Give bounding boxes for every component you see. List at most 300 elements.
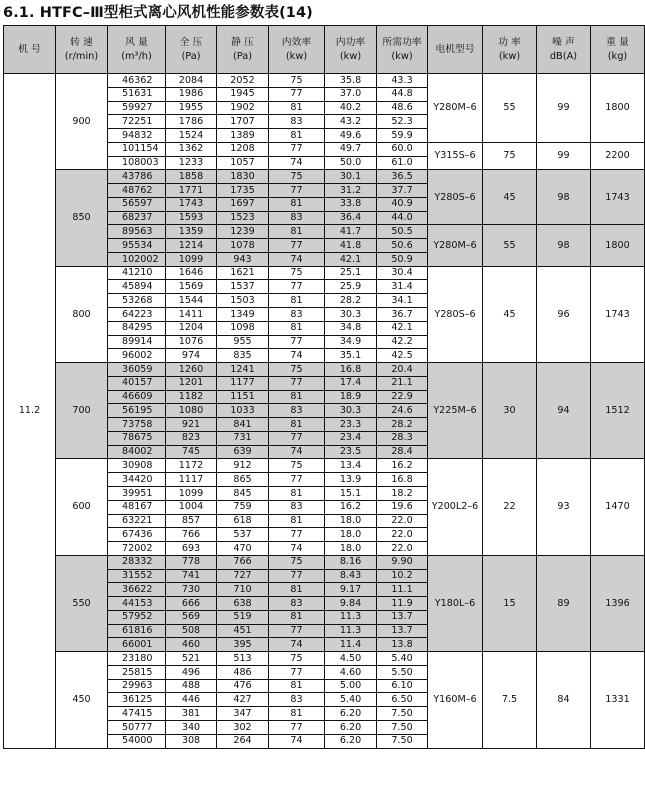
speed-cell: 450: [56, 652, 108, 748]
total-pressure-cell: 974: [166, 349, 217, 363]
airflow-cell: 45894: [108, 280, 166, 294]
internal-power-cell: 37.0: [325, 87, 377, 101]
internal-efficiency-cell: 81: [269, 610, 325, 624]
airflow-cell: 101154: [108, 142, 166, 156]
total-pressure-cell: 823: [166, 431, 217, 445]
airflow-cell: 95534: [108, 239, 166, 253]
total-pressure-cell: 1004: [166, 500, 217, 514]
static-pressure-cell: 1523: [217, 211, 269, 225]
internal-power-cell: 6.20: [325, 720, 377, 734]
internal-efficiency-cell: 81: [269, 583, 325, 597]
column-header: [4, 26, 56, 74]
airflow-cell: 108003: [108, 156, 166, 170]
static-pressure-cell: 727: [217, 569, 269, 583]
internal-efficiency-cell: 74: [269, 734, 325, 748]
required-power-cell: 44.0: [377, 211, 428, 225]
required-power-cell: 5.40: [377, 652, 428, 666]
internal-efficiency-cell: 75: [269, 555, 325, 569]
internal-power-cell: 25.1: [325, 266, 377, 280]
static-pressure-cell: 1830: [217, 170, 269, 184]
internal-efficiency-cell: 74: [269, 542, 325, 556]
airflow-cell: 34420: [108, 473, 166, 487]
total-pressure-cell: 308: [166, 734, 217, 748]
airflow-cell: 63221: [108, 514, 166, 528]
airflow-cell: 56195: [108, 404, 166, 418]
airflow-cell: 53268: [108, 294, 166, 308]
column-header: [269, 26, 325, 74]
total-pressure-cell: 569: [166, 610, 217, 624]
static-pressure-cell: 519: [217, 610, 269, 624]
internal-efficiency-cell: 75: [269, 459, 325, 473]
airflow-cell: 73758: [108, 418, 166, 432]
airflow-cell: 50777: [108, 720, 166, 734]
airflow-cell: 41210: [108, 266, 166, 280]
internal-efficiency-cell: 77: [269, 665, 325, 679]
total-pressure-cell: 1172: [166, 459, 217, 473]
static-pressure-cell: 1537: [217, 280, 269, 294]
internal-power-cell: 23.5: [325, 445, 377, 459]
airflow-cell: 89563: [108, 225, 166, 239]
airflow-cell: 61816: [108, 624, 166, 638]
motor-model-cell: Y180L–6: [428, 555, 483, 651]
static-pressure-cell: 1349: [217, 308, 269, 322]
internal-efficiency-cell: 83: [269, 404, 325, 418]
motor-model-cell: Y225M–6: [428, 363, 483, 459]
total-pressure-cell: 1076: [166, 335, 217, 349]
motor-power-cell: 22: [483, 459, 537, 555]
motor-model-cell: Y160M–6: [428, 652, 483, 748]
total-pressure-cell: 2084: [166, 74, 217, 88]
required-power-cell: 50.6: [377, 239, 428, 253]
total-pressure-cell: 1986: [166, 87, 217, 101]
static-pressure-cell: 1057: [217, 156, 269, 170]
required-power-cell: 5.50: [377, 665, 428, 679]
table-row: [4, 74, 645, 88]
airflow-cell: 39951: [108, 486, 166, 500]
airflow-cell: 66001: [108, 638, 166, 652]
static-pressure-cell: 955: [217, 335, 269, 349]
fan-performance-table: [3, 25, 645, 749]
static-pressure-cell: 766: [217, 555, 269, 569]
airflow-cell: 56597: [108, 197, 166, 211]
internal-efficiency-cell: 81: [269, 321, 325, 335]
internal-power-cell: 11.3: [325, 610, 377, 624]
internal-efficiency-cell: 74: [269, 638, 325, 652]
internal-power-cell: 43.2: [325, 115, 377, 129]
internal-efficiency-cell: 77: [269, 569, 325, 583]
internal-power-cell: 6.20: [325, 707, 377, 721]
internal-efficiency-cell: 77: [269, 184, 325, 198]
total-pressure-cell: 1080: [166, 404, 217, 418]
internal-power-cell: 28.2: [325, 294, 377, 308]
speed-cell: 800: [56, 266, 108, 362]
column-header-unit: (kw): [285, 50, 308, 62]
total-pressure-cell: 666: [166, 597, 217, 611]
motor-power-cell: 75: [483, 142, 537, 170]
internal-efficiency-cell: 74: [269, 156, 325, 170]
static-pressure-cell: 1177: [217, 376, 269, 390]
airflow-cell: 96002: [108, 349, 166, 363]
column-header-label: 机 号: [18, 43, 41, 55]
internal-efficiency-cell: 75: [269, 652, 325, 666]
total-pressure-cell: 741: [166, 569, 217, 583]
column-header-unit: (m³/h): [121, 50, 152, 62]
internal-power-cell: 30.3: [325, 404, 377, 418]
internal-power-cell: 9.84: [325, 597, 377, 611]
internal-power-cell: 17.4: [325, 376, 377, 390]
airflow-cell: 30908: [108, 459, 166, 473]
static-pressure-cell: 347: [217, 707, 269, 721]
required-power-cell: 24.6: [377, 404, 428, 418]
total-pressure-cell: 1182: [166, 390, 217, 404]
internal-efficiency-cell: 83: [269, 597, 325, 611]
total-pressure-cell: 1786: [166, 115, 217, 129]
noise-cell: 94: [537, 363, 591, 459]
internal-efficiency-cell: 81: [269, 129, 325, 143]
airflow-cell: 48167: [108, 500, 166, 514]
column-header-label: 全 压: [179, 37, 203, 49]
motor-model-cell: Y280M–6: [428, 225, 483, 266]
internal-power-cell: 49.6: [325, 129, 377, 143]
internal-efficiency-cell: 81: [269, 225, 325, 239]
internal-efficiency-cell: 75: [269, 266, 325, 280]
static-pressure-cell: 1902: [217, 101, 269, 115]
static-pressure-cell: 537: [217, 528, 269, 542]
internal-power-cell: 36.4: [325, 211, 377, 225]
speed-cell: 900: [56, 74, 108, 170]
column-header-label: 重 量: [606, 37, 629, 49]
weight-cell: 1800: [591, 74, 645, 143]
airflow-cell: 84002: [108, 445, 166, 459]
internal-power-cell: 8.16: [325, 555, 377, 569]
static-pressure-cell: 1389: [217, 129, 269, 143]
static-pressure-cell: 1208: [217, 142, 269, 156]
required-power-cell: 13.7: [377, 610, 428, 624]
internal-efficiency-cell: 77: [269, 280, 325, 294]
total-pressure-cell: 778: [166, 555, 217, 569]
airflow-cell: 25815: [108, 665, 166, 679]
speed-cell: 850: [56, 170, 108, 266]
internal-efficiency-cell: 77: [269, 720, 325, 734]
required-power-cell: 22.0: [377, 528, 428, 542]
total-pressure-cell: 1260: [166, 363, 217, 377]
airflow-cell: 48762: [108, 184, 166, 198]
airflow-cell: 57952: [108, 610, 166, 624]
motor-model-cell: Y280M–6: [428, 74, 483, 143]
column-header-unit: dB(A): [549, 50, 578, 62]
required-power-cell: 30.4: [377, 266, 428, 280]
internal-power-cell: 5.40: [325, 693, 377, 707]
airflow-cell: 36059: [108, 363, 166, 377]
airflow-cell: 43786: [108, 170, 166, 184]
internal-power-cell: 13.4: [325, 459, 377, 473]
motor-power-cell: 55: [483, 74, 537, 143]
static-pressure-cell: 618: [217, 514, 269, 528]
total-pressure-cell: 1099: [166, 486, 217, 500]
required-power-cell: 28.2: [377, 418, 428, 432]
noise-cell: 93: [537, 459, 591, 555]
column-header-unit: (Pa): [181, 50, 201, 62]
motor-model-cell: Y280S–6: [428, 266, 483, 362]
internal-power-cell: 16.2: [325, 500, 377, 514]
required-power-cell: 28.3: [377, 431, 428, 445]
required-power-cell: 43.3: [377, 74, 428, 88]
airflow-cell: 31552: [108, 569, 166, 583]
airflow-cell: 72251: [108, 115, 166, 129]
required-power-cell: 7.50: [377, 734, 428, 748]
required-power-cell: 40.9: [377, 197, 428, 211]
static-pressure-cell: 1033: [217, 404, 269, 418]
internal-power-cell: 16.8: [325, 363, 377, 377]
table-row: [4, 170, 645, 184]
speed-cell: 700: [56, 363, 108, 459]
internal-efficiency-cell: 83: [269, 115, 325, 129]
required-power-cell: 34.1: [377, 294, 428, 308]
total-pressure-cell: 1214: [166, 239, 217, 253]
internal-efficiency-cell: 81: [269, 418, 325, 432]
internal-power-cell: 15.1: [325, 486, 377, 500]
required-power-cell: 50.5: [377, 225, 428, 239]
internal-efficiency-cell: 77: [269, 239, 325, 253]
static-pressure-cell: 639: [217, 445, 269, 459]
static-pressure-cell: 1621: [217, 266, 269, 280]
speed-cell: 550: [56, 555, 108, 651]
total-pressure-cell: 1359: [166, 225, 217, 239]
static-pressure-cell: 427: [217, 693, 269, 707]
column-header-label: 静 压: [231, 37, 254, 49]
internal-efficiency-cell: 75: [269, 170, 325, 184]
table-row: [4, 555, 645, 569]
internal-efficiency-cell: 81: [269, 197, 325, 211]
total-pressure-cell: 1204: [166, 321, 217, 335]
table-header-row: [4, 26, 645, 74]
internal-power-cell: 5.00: [325, 679, 377, 693]
internal-power-cell: 18.0: [325, 514, 377, 528]
airflow-cell: 28332: [108, 555, 166, 569]
required-power-cell: 11.9: [377, 597, 428, 611]
required-power-cell: 19.6: [377, 500, 428, 514]
column-header-label: 噪 声: [552, 37, 575, 49]
internal-efficiency-cell: 81: [269, 294, 325, 308]
total-pressure-cell: 745: [166, 445, 217, 459]
required-power-cell: 37.7: [377, 184, 428, 198]
column-header: [217, 26, 269, 74]
total-pressure-cell: 857: [166, 514, 217, 528]
motor-power-cell: 45: [483, 266, 537, 362]
table-row: [4, 363, 645, 377]
noise-cell: 99: [537, 142, 591, 170]
internal-power-cell: 8.43: [325, 569, 377, 583]
internal-power-cell: 11.3: [325, 624, 377, 638]
static-pressure-cell: 731: [217, 431, 269, 445]
required-power-cell: 21.1: [377, 376, 428, 390]
total-pressure-cell: 1569: [166, 280, 217, 294]
static-pressure-cell: 1241: [217, 363, 269, 377]
required-power-cell: 11.1: [377, 583, 428, 597]
internal-power-cell: 30.1: [325, 170, 377, 184]
weight-cell: 1396: [591, 555, 645, 651]
total-pressure-cell: 1233: [166, 156, 217, 170]
internal-power-cell: 18.9: [325, 390, 377, 404]
column-header: [108, 26, 166, 74]
noise-cell: 96: [537, 266, 591, 362]
static-pressure-cell: 302: [217, 720, 269, 734]
internal-power-cell: 41.8: [325, 239, 377, 253]
noise-cell: 98: [537, 225, 591, 266]
airflow-cell: 47415: [108, 707, 166, 721]
weight-cell: 1470: [591, 459, 645, 555]
column-header-unit: (Pa): [232, 50, 253, 62]
required-power-cell: 6.50: [377, 693, 428, 707]
motor-power-cell: 55: [483, 225, 537, 266]
required-power-cell: 16.8: [377, 473, 428, 487]
column-header-label: 电机型号: [435, 43, 475, 55]
airflow-cell: 54000: [108, 734, 166, 748]
static-pressure-cell: 1098: [217, 321, 269, 335]
internal-efficiency-cell: 83: [269, 693, 325, 707]
total-pressure-cell: 488: [166, 679, 217, 693]
static-pressure-cell: 759: [217, 500, 269, 514]
required-power-cell: 20.4: [377, 363, 428, 377]
column-header-label: 功 率: [498, 37, 521, 49]
internal-efficiency-cell: 81: [269, 514, 325, 528]
internal-efficiency-cell: 77: [269, 624, 325, 638]
required-power-cell: 36.5: [377, 170, 428, 184]
table-row: [4, 266, 645, 280]
noise-cell: 89: [537, 555, 591, 651]
total-pressure-cell: 921: [166, 418, 217, 432]
weight-cell: 1743: [591, 266, 645, 362]
table-row: [4, 652, 645, 666]
airflow-cell: 94832: [108, 129, 166, 143]
noise-cell: 99: [537, 74, 591, 143]
static-pressure-cell: 470: [217, 542, 269, 556]
airflow-cell: 64223: [108, 308, 166, 322]
internal-power-cell: 18.0: [325, 542, 377, 556]
airflow-cell: 46362: [108, 74, 166, 88]
total-pressure-cell: 1201: [166, 376, 217, 390]
weight-cell: 1743: [591, 170, 645, 225]
column-header: [166, 26, 217, 74]
internal-efficiency-cell: 77: [269, 142, 325, 156]
required-power-cell: 22.0: [377, 542, 428, 556]
internal-power-cell: 23.3: [325, 418, 377, 432]
column-header: [483, 26, 537, 74]
motor-power-cell: 15: [483, 555, 537, 651]
internal-efficiency-cell: 81: [269, 101, 325, 115]
airflow-cell: 36622: [108, 583, 166, 597]
internal-power-cell: 49.7: [325, 142, 377, 156]
required-power-cell: 52.3: [377, 115, 428, 129]
total-pressure-cell: 1646: [166, 266, 217, 280]
required-power-cell: 48.6: [377, 101, 428, 115]
required-power-cell: 16.2: [377, 459, 428, 473]
required-power-cell: 31.4: [377, 280, 428, 294]
column-header-label: 内功率: [335, 37, 366, 49]
weight-cell: 1512: [591, 363, 645, 459]
speed-cell: 600: [56, 459, 108, 555]
airflow-cell: 78675: [108, 431, 166, 445]
static-pressure-cell: 841: [217, 418, 269, 432]
required-power-cell: 42.1: [377, 321, 428, 335]
page-title: 6.1. HTFC–Ⅲ型柜式离心风机性能参数表(14): [3, 5, 313, 21]
column-header-unit: (kg): [607, 50, 628, 62]
static-pressure-cell: 1503: [217, 294, 269, 308]
static-pressure-cell: 1735: [217, 184, 269, 198]
column-header-label: 风 量: [125, 37, 148, 49]
airflow-cell: 67436: [108, 528, 166, 542]
internal-efficiency-cell: 77: [269, 431, 325, 445]
airflow-cell: 68237: [108, 211, 166, 225]
internal-efficiency-cell: 74: [269, 252, 325, 266]
internal-efficiency-cell: 83: [269, 211, 325, 225]
noise-cell: 98: [537, 170, 591, 225]
airflow-cell: 72002: [108, 542, 166, 556]
internal-power-cell: 23.4: [325, 431, 377, 445]
column-header-label: 所需功率: [382, 37, 422, 49]
internal-efficiency-cell: 75: [269, 74, 325, 88]
total-pressure-cell: 1771: [166, 184, 217, 198]
internal-power-cell: 11.4: [325, 638, 377, 652]
motor-power-cell: 45: [483, 170, 537, 225]
table-row: [4, 459, 645, 473]
required-power-cell: 42.2: [377, 335, 428, 349]
static-pressure-cell: 395: [217, 638, 269, 652]
static-pressure-cell: 451: [217, 624, 269, 638]
static-pressure-cell: 845: [217, 486, 269, 500]
internal-power-cell: 31.2: [325, 184, 377, 198]
required-power-cell: 44.8: [377, 87, 428, 101]
total-pressure-cell: 1099: [166, 252, 217, 266]
total-pressure-cell: 1544: [166, 294, 217, 308]
column-header-unit: (kw): [339, 50, 362, 62]
column-header-label: 内效率: [281, 37, 312, 49]
column-header: [325, 26, 377, 74]
total-pressure-cell: 1743: [166, 197, 217, 211]
weight-cell: 1800: [591, 225, 645, 266]
internal-efficiency-cell: 75: [269, 363, 325, 377]
total-pressure-cell: 1117: [166, 473, 217, 487]
machine-size-cell: 11.2: [4, 74, 56, 749]
required-power-cell: 7.50: [377, 707, 428, 721]
weight-cell: 2200: [591, 142, 645, 170]
total-pressure-cell: 693: [166, 542, 217, 556]
internal-efficiency-cell: 77: [269, 528, 325, 542]
airflow-cell: 51631: [108, 87, 166, 101]
required-power-cell: 59.9: [377, 129, 428, 143]
total-pressure-cell: 446: [166, 693, 217, 707]
airflow-cell: 23180: [108, 652, 166, 666]
total-pressure-cell: 730: [166, 583, 217, 597]
internal-power-cell: 34.9: [325, 335, 377, 349]
internal-efficiency-cell: 77: [269, 335, 325, 349]
internal-power-cell: 40.2: [325, 101, 377, 115]
static-pressure-cell: 264: [217, 734, 269, 748]
internal-power-cell: 13.9: [325, 473, 377, 487]
motor-power-cell: 30: [483, 363, 537, 459]
static-pressure-cell: 486: [217, 665, 269, 679]
column-header: [377, 26, 428, 74]
static-pressure-cell: 1945: [217, 87, 269, 101]
required-power-cell: 22.0: [377, 514, 428, 528]
internal-efficiency-cell: 83: [269, 500, 325, 514]
static-pressure-cell: 1239: [217, 225, 269, 239]
required-power-cell: 28.4: [377, 445, 428, 459]
airflow-cell: 44153: [108, 597, 166, 611]
internal-power-cell: 34.8: [325, 321, 377, 335]
total-pressure-cell: 496: [166, 665, 217, 679]
column-header: [537, 26, 591, 74]
